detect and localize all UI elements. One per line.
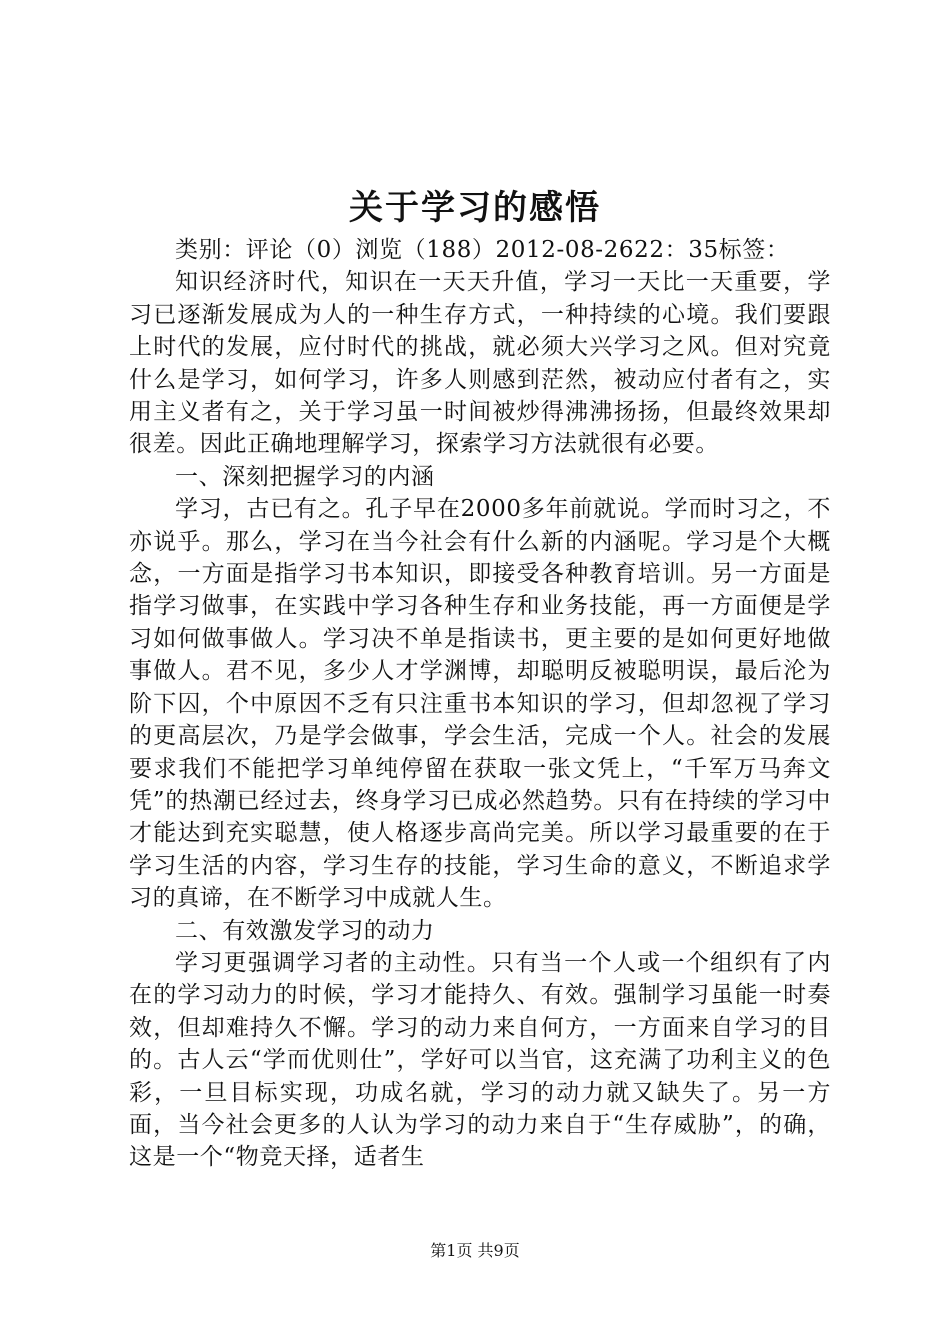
document-title: 关于学习的感悟	[349, 188, 601, 228]
paragraph-section-2: 学习更强调学习者的主动性。只有当一个人或一个组织有了内在的学习动力的时候，学习才能持久、有效。强制学习虽能一时奏效，但却难持久不懈。学习的动力来自何方，一方面来自学习的目的。古人云“学而优则仕”，学好可以当官，这充满了功利主义的色彩，一旦目标实现，功成名就，学习的动力就又缺失了。另一方面，当今社会更多的人认为学习的动力来自于“生存威胁”，的确，这是一个“物竞天择，适者生	[129, 949, 831, 1171]
section-heading-1: 一、深刻把握学习的内涵	[175, 463, 435, 490]
document-body	[129, 234, 831, 1174]
page-number-footer: 第1页 共9页	[430, 1241, 520, 1260]
meta-line: 类别：评论（0）浏览（188）2012-08-2622：35标签：	[175, 237, 790, 263]
paragraph-section-1: 学习，古已有之。孔子早在2000多年前就说。学而时习之，不亦说乎。那么，学习在当今社会有什么新的内涵呢。学习是个大概念，一方面是指学习书本知识，即接受各种教育培训。另一方面是指学习做事，在实践中学习各种生存和业务技能，再一方面便是学习如何做事做人。学习决不单是指读书，更主要的是如何更好地做事做人。君不见，多少人才学渊博，却聪明反被聪明误，最后沦为阶下囚，个中原因不乏有只注重书本知识的学习，但却忽视了学习的更高层次，乃是学会做事，学会生活，完成一个人。社会的发展要求我们不能把学习单纯停留在获取一张文凭上，“千军万马奔文凭”的热潮已经过去，终身学习已成必然趋势。只有在持续的学习中才能达到充实聪慧，使人格逐步高尚完美。所以学习最重要的在于学习生活的内容，学习生存的技能，学习生命的意义，不断追求学习的真谛，在不断学习中成就人生。	[129, 496, 831, 912]
paragraph-intro: 知识经济时代，知识在一天天升值，学习一天比一天重要，学习已逐渐发展成为人的一种生存方式，一种持续的心境。我们要跟上时代的发展，应付时代的挑战，就必须大兴学习之风。但对究竟什么是学习，如何学习，许多人则感到茫然，被动应付者有之，实用主义者有之，关于学习虽一时间被炒得沸沸扬扬，但最终效果却很差。因此正确地理解学习，探索学习方法就很有必要。	[129, 269, 831, 458]
section-heading-2: 二、有效激发学习的动力	[175, 917, 435, 944]
